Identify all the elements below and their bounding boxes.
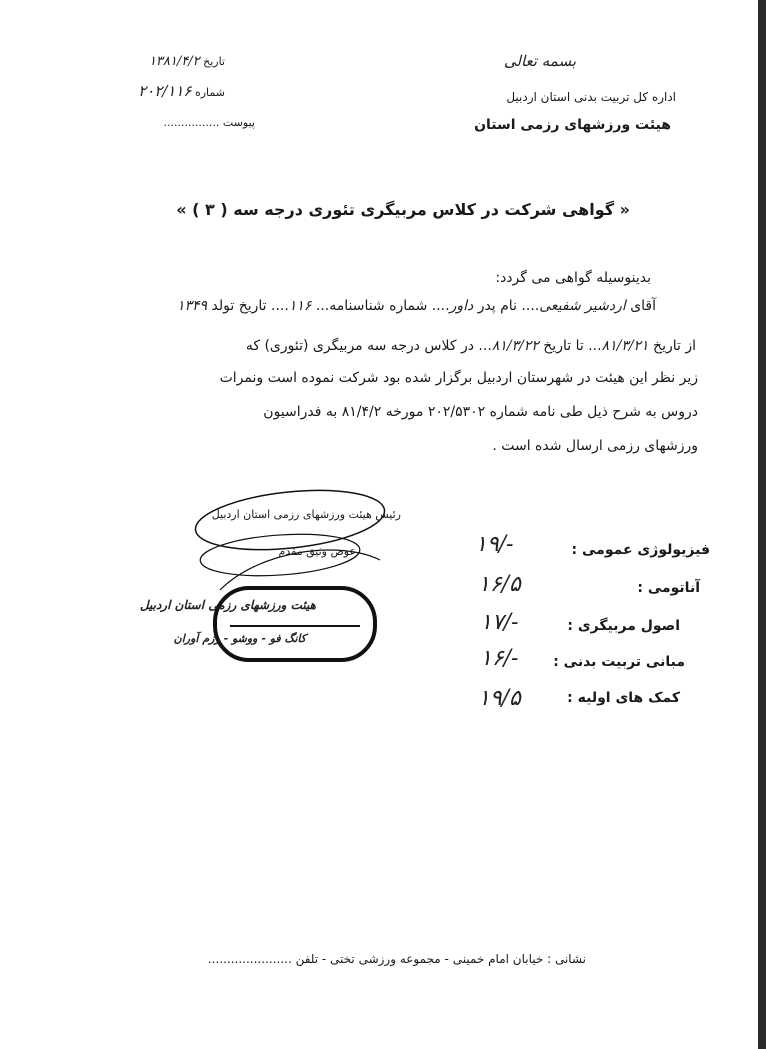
grade-value-anatomy: ۱۶/۵	[478, 572, 521, 597]
number-value: ۲۰۲/۱۱۶	[138, 82, 192, 100]
stamp-text-2: کانگ فو - ووشو - رزم آوران	[173, 632, 306, 645]
grade-value-physiology: ۱۹/-	[475, 532, 514, 557]
to-value: ۸۱/۳/۲۲	[491, 338, 539, 354]
number-label: شماره	[194, 86, 225, 99]
scan-edge	[758, 0, 766, 1049]
grade-label-first-aid: کمک های اولیه :	[567, 690, 680, 706]
date-label: تاریخ	[203, 55, 225, 68]
body-line-0: بدینوسیله گواهی می گردد:	[495, 270, 651, 286]
class-text: در کلاس درجه سه مربیگری (تئوری) که	[245, 338, 474, 354]
grade-label-physiology: فیزیولوژی عمومی :	[571, 542, 710, 558]
body-line-4: دروس به شرح ذیل طی نامه شماره ۲۰۲/۵۳۰۲ مورخه ۸۱/۴/۲ به فدراسیون	[263, 404, 698, 420]
stamp-text-1: هیئت ورزشهای رزمی استان اردبیل	[139, 598, 316, 612]
org-line-1: اداره کل تربیت بدنی استان اردبیل	[506, 90, 676, 104]
body-line-5: ورزشهای رزمی ارسال شده است .	[492, 438, 698, 454]
footer-address: نشانی : خیابان امام خمینی - مجموعه ورزشی تختی - تلفن ......................	[207, 952, 586, 966]
number-row	[95, 82, 225, 100]
certificate-title: « گواهی شرکت در کلاس مربیگری تئوری درجه سه ( ۳ ) »	[176, 200, 630, 219]
date-row	[90, 54, 225, 69]
body-line-1: آقای اردشیر شفیعی.... نام پدر داور.... شماره شناسنامه... ۱۱۶.... تاریخ تولد ۱۳۴۹	[176, 298, 656, 314]
grade-value-coaching: ۱۷/-	[480, 610, 519, 635]
attachment-label: پیوست	[222, 116, 255, 129]
body-line-3: زیر نظر این هیئت در شهرستان اردبیل برگزار شده بود شرکت نموده است ونمرات	[219, 370, 698, 386]
grade-label-pe-basics: مبانی تربیت بدنی :	[553, 654, 685, 670]
from-value: ۸۱/۳/۲۱	[601, 338, 649, 354]
grade-value-pe-basics: ۱۶/-	[480, 646, 519, 671]
father-label: نام پدر	[477, 298, 517, 314]
id-value: ۱۱۶	[288, 298, 312, 314]
body-line-2: از تاریخ ۸۱/۳/۲۱... تا تاریخ ۸۱/۳/۲۲... در کلاس درجه سه مربیگری (تئوری) که	[245, 338, 696, 354]
name-value: اردشیر شفیعی	[539, 298, 626, 314]
org-line-2: هیئت ورزشهای رزمی استان	[474, 117, 671, 133]
grade-label-coaching: اصول مربیگری :	[567, 618, 680, 634]
mr-label: آقای	[630, 298, 656, 314]
from-label: از تاریخ	[653, 338, 696, 354]
birth-value: ۱۳۴۹	[176, 298, 208, 314]
grade-value-first-aid: ۱۹/۵	[478, 686, 521, 711]
signatory-title: رئیس هیئت ورزشهای رزمی استان اردبیل	[211, 508, 401, 521]
signatory-name: عوض وثیق مقدم	[278, 545, 356, 558]
to-label: تا تاریخ	[543, 338, 584, 354]
id-label: شماره شناسنامه	[329, 298, 428, 314]
attachment-row	[125, 116, 255, 129]
date-value: ۱۳۸۱/۴/۲	[148, 54, 200, 69]
father-value: داور	[449, 298, 474, 314]
birth-label: تاریخ تولد	[211, 298, 267, 314]
grade-label-anatomy: آناتومی :	[637, 580, 700, 596]
attachment-dots: ................	[163, 116, 220, 129]
grades-list	[460, 530, 710, 730]
logo-calligraphy: بسمه تعالی	[503, 52, 576, 70]
